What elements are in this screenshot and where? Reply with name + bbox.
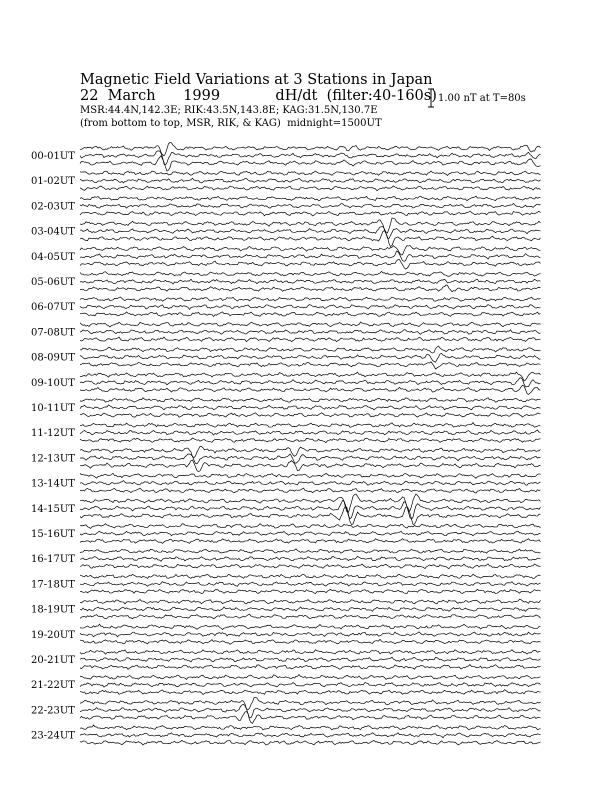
trace-23-24UT-MSR xyxy=(80,740,541,745)
trace-13-14UT-KAG xyxy=(80,473,541,478)
midnight-note: midnight=1500UT xyxy=(287,118,382,129)
hour-labels xyxy=(31,151,75,742)
hour-label-19-20UT: 19-20UT xyxy=(31,629,75,641)
trace-03-04UT-RIK xyxy=(80,227,541,239)
hour-label-15-16UT: 15-16UT xyxy=(31,529,75,540)
trace-00-01UT-MSR xyxy=(80,156,541,171)
trace-19-20UT-RIK xyxy=(80,632,541,637)
trace-09-10UT-RIK xyxy=(80,378,541,387)
trace-20-21UT-RIK xyxy=(80,657,541,662)
trace-04-05UT-MSR xyxy=(80,260,541,270)
trace-12-13UT-KAG xyxy=(80,446,541,457)
trace-01-02UT-KAG xyxy=(80,171,541,175)
trace-01-02UT-RIK xyxy=(80,178,541,183)
hour-label-13-14UT: 13-14UT xyxy=(31,478,75,490)
station-order-note: (from bottom to top, MSR, RIK, & KAG) xyxy=(80,118,281,129)
hour-label-06-07UT: 06-07UT xyxy=(31,302,75,314)
trace-19-20UT-MSR xyxy=(80,639,541,644)
trace-07-08UT-KAG xyxy=(80,322,541,327)
hour-label-05-06UT: 05-06UT xyxy=(31,277,75,288)
trace-20-21UT-MSR xyxy=(80,665,541,670)
chart-title: Magnetic Field Variations at 3 Stations in Japan xyxy=(80,72,433,88)
trace-13-14UT-MSR xyxy=(80,488,541,493)
hour-label-12-13UT: 12-13UT xyxy=(31,453,75,465)
trace-06-07UT-RIK xyxy=(80,304,541,309)
trace-23-24UT-RIK xyxy=(80,733,541,738)
date-label: 22 March 1999 xyxy=(80,88,221,104)
trace-00-01UT-KAG xyxy=(80,143,541,156)
hour-label-00-01UT: 00-01UT xyxy=(31,151,75,162)
hour-label-07-08UT: 07-08UT xyxy=(31,327,75,339)
trace-18-19UT-MSR xyxy=(80,614,541,619)
trace-02-03UT-KAG xyxy=(80,196,541,201)
hour-label-14-15UT: 14-15UT xyxy=(31,503,75,515)
trace-17-18UT-RIK xyxy=(80,582,541,587)
trace-12-13UT-MSR xyxy=(80,460,541,472)
hour-label-04-05UT: 04-05UT xyxy=(31,251,75,263)
trace-19-20UT-KAG xyxy=(80,624,541,629)
trace-21-22UT-KAG xyxy=(80,675,541,680)
trace-05-06UT-RIK xyxy=(80,279,541,284)
trace-01-02UT-MSR xyxy=(80,186,541,191)
quantity-label: dH/dt xyxy=(275,88,318,104)
trace-10-11UT-RIK xyxy=(80,405,541,410)
hour-label-22-23UT: 22-23UT xyxy=(31,705,75,717)
trace-12-13UT-RIK xyxy=(80,454,541,464)
hour-label-03-04UT: 03-04UT xyxy=(31,226,75,238)
trace-09-10UT-MSR xyxy=(80,385,541,394)
trace-16-17UT-KAG xyxy=(80,549,541,554)
trace-14-15UT-RIK xyxy=(80,501,541,519)
trace-02-03UT-RIK xyxy=(80,203,541,208)
trace-11-12UT-MSR xyxy=(80,438,541,443)
trace-15-16UT-RIK xyxy=(80,531,541,536)
trace-11-12UT-KAG xyxy=(80,423,541,428)
hour-label-23-24UT: 23-24UT xyxy=(31,730,75,742)
trace-08-09UT-KAG xyxy=(80,346,541,353)
trace-02-03UT-MSR xyxy=(80,211,541,216)
hour-label-18-19UT: 18-19UT xyxy=(31,604,75,616)
trace-22-23UT-MSR xyxy=(80,712,541,724)
trace-05-06UT-MSR xyxy=(80,285,541,292)
trace-11-12UT-RIK xyxy=(80,430,541,435)
trace-08-09UT-MSR xyxy=(80,362,541,369)
trace-17-18UT-MSR xyxy=(80,589,541,593)
hour-label-21-22UT: 21-22UT xyxy=(31,680,75,692)
traces xyxy=(80,143,541,745)
trace-08-09UT-RIK xyxy=(80,353,541,362)
trace-13-14UT-RIK xyxy=(80,481,541,486)
trace-07-08UT-RIK xyxy=(80,330,541,335)
trace-06-07UT-MSR xyxy=(80,312,541,317)
trace-14-15UT-KAG xyxy=(80,494,541,512)
trace-17-18UT-KAG xyxy=(80,574,541,578)
trace-06-07UT-KAG xyxy=(80,297,541,301)
trace-15-16UT-MSR xyxy=(80,539,541,544)
trace-20-21UT-KAG xyxy=(80,650,541,655)
trace-03-04UT-MSR xyxy=(80,231,541,247)
hour-label-09-10UT: 09-10UT xyxy=(31,377,75,389)
trace-10-11UT-MSR xyxy=(80,413,541,417)
trace-21-22UT-RIK xyxy=(80,682,541,687)
trace-09-10UT-KAG xyxy=(80,372,541,381)
hour-label-11-12UT: 11-12UT xyxy=(31,428,75,440)
hour-label-08-09UT: 08-09UT xyxy=(31,352,75,364)
trace-21-22UT-MSR xyxy=(80,690,541,695)
trace-04-05UT-RIK xyxy=(80,251,541,261)
trace-15-16UT-KAG xyxy=(80,524,541,529)
hour-label-16-17UT: 16-17UT xyxy=(31,554,75,566)
hour-label-02-03UT: 02-03UT xyxy=(31,201,75,213)
filter-label: (filter:40-160s) xyxy=(326,88,437,104)
trace-18-19UT-KAG xyxy=(80,599,541,604)
trace-03-04UT-KAG xyxy=(80,218,541,233)
trace-22-23UT-KAG xyxy=(80,697,541,709)
hour-label-01-02UT: 01-02UT xyxy=(31,176,75,188)
trace-05-06UT-KAG xyxy=(80,271,541,276)
trace-04-05UT-KAG xyxy=(80,246,541,255)
hour-label-20-21UT: 20-21UT xyxy=(31,655,75,666)
trace-16-17UT-RIK xyxy=(80,556,541,561)
trace-07-08UT-MSR xyxy=(80,337,541,342)
scale-bar-label: 1.00 nT at T=80s xyxy=(438,93,526,104)
trace-18-19UT-RIK xyxy=(80,607,541,611)
trace-14-15UT-MSR xyxy=(80,506,541,524)
trace-22-23UT-RIK xyxy=(80,704,541,717)
trace-23-24UT-KAG xyxy=(80,725,541,730)
trace-16-17UT-MSR xyxy=(80,564,541,569)
scale-bar xyxy=(428,89,434,107)
hour-label-10-11UT: 10-11UT xyxy=(31,403,75,414)
hour-label-17-18UT: 17-18UT xyxy=(31,579,75,591)
trace-10-11UT-KAG xyxy=(80,398,541,403)
station-coordinates: MSR:44.4N,142.3E; RIK:43.5N,143.8E; KAG:31.5N,130.7E xyxy=(80,105,378,116)
